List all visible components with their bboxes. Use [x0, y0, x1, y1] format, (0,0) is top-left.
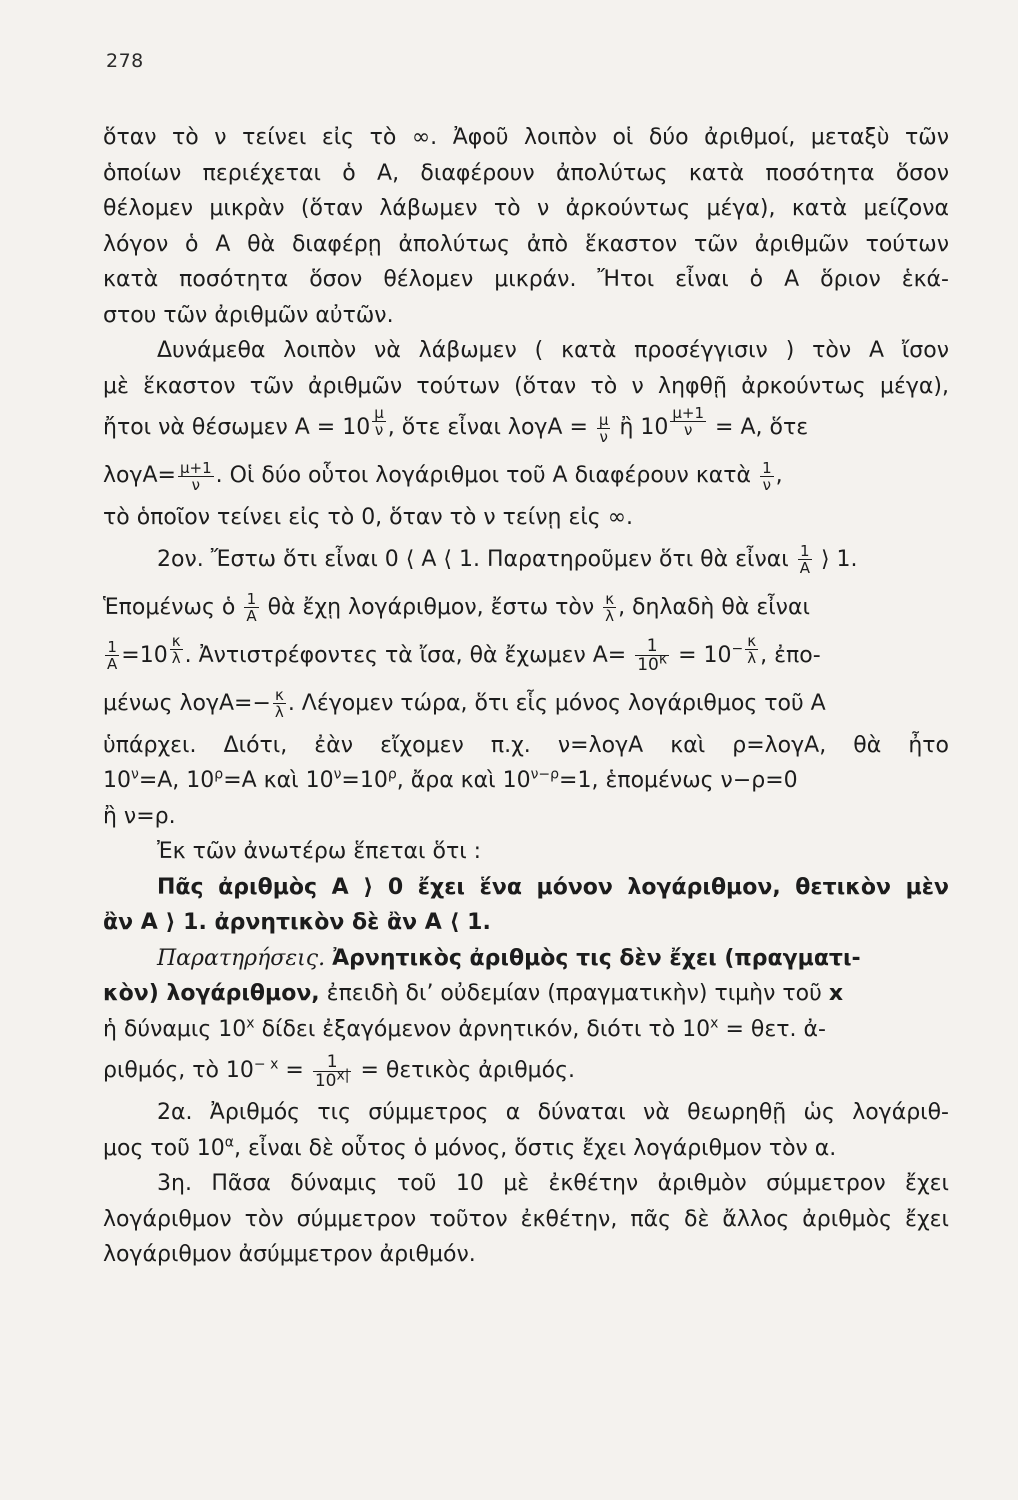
text-fragment: ἤτοι νὰ θέσωμεν Α = 10	[103, 415, 371, 440]
text-line: λογάριθμον ἀσύμμετρον ἀριθμόν.	[103, 1242, 476, 1267]
text-fragment: . Ἀντιστρέφοντες τὰ ἴσα, θὰ ἔχωμεν Α=	[184, 642, 627, 668]
text-line: 3η. Πᾶσα δύναμις τοῦ 10 μὲ ἐκθέτην ἀριθμὸν σύμμετρον ἔχει	[157, 1171, 949, 1196]
exponent-fraction: $\frac{\kappa}{\lambda}$	[747, 631, 757, 667]
fraction: $\frac{\kappa}{\lambda}$	[274, 686, 284, 721]
text-fragment: ἢ 10	[619, 415, 669, 440]
text-line: κὸν) λογάριθμον, ἐπειδὴ δι’ οὐδεμίαν (πραγματικὴν) τιμὴν τοῦ x	[103, 981, 844, 1006]
text-line: λογάριθμον τὸν σύμμετρον τοῦτον ἐκθέτην, πᾶς δὲ ἄλλος ἀριθμὸς ἔχει	[103, 1206, 949, 1232]
remarks-heading: Παρατηρήσεις.	[157, 945, 326, 971]
exponent-fraction: μ ν	[374, 404, 384, 440]
equation-line: λογΑ= $\frac{\mu+1}{\nu}$ . Οἱ δύο οὗτοι λογάριθμοι τοῦ Α διαφέρουν κατὰ $\frac{1}{\nu}$ ,	[103, 458, 783, 494]
text-fragment: . Οἱ δύο οὗτοι λογάριθμοι τοῦ Α διαφέρουν κατὰ	[215, 463, 752, 488]
fraction: $\frac{1}{A}$	[246, 590, 257, 625]
theorem-line: Πᾶς ἀριθμὸς Α ⟩ 0 ἔχει ἕνα μόνον λογάριθμον, θετικὸν μὲν	[157, 874, 949, 900]
text-fragment: =10	[121, 642, 168, 668]
text-line: ὅταν τὸ ν τείνει εἰς τὸ ∞. Ἀφοῦ λοιπὸν οἱ δύο ἀριθμοί, μεταξὺ τῶν	[103, 125, 949, 150]
text-line: Δυνάμεθα λοιπὸν νὰ λάβωμεν ( κατὰ προσέγγισιν ) τὸν Α ἴσον	[157, 338, 949, 363]
text-line: στου τῶν ἀριθμῶν αὐτῶν.	[103, 302, 394, 328]
equation-line: ἡ δύναμις 10$^x$ δίδει ἐξαγόμενον ἀρνητικόν, διότι τὸ 10$^x$ = θετ. ἀ-	[103, 1015, 826, 1042]
equation-line	[103, 536, 949, 584]
exponent-fraction: κ λ	[171, 631, 181, 667]
fraction: $\frac{\mu+1}{\nu}$	[179, 458, 212, 494]
text-fragment: = 10	[678, 642, 732, 668]
text-fragment: , ὅτε εἶναι λογΑ =	[387, 415, 588, 440]
text-line: μὲ ἕκαστον τῶν ἀριθμῶν τούτων (ὅταν τὸ ν ληφθῇ ἀρκούντως μέγα),	[103, 373, 949, 399]
text-line: Ἐκ τῶν ἀνωτέρω ἕπεται ὅτι :	[157, 839, 482, 864]
fraction: $\frac{1}{A}$	[799, 542, 810, 577]
text-fragment: θὰ ἔχῃ λογάριθμον, ἔστω τὸν	[267, 594, 595, 620]
fraction: $\frac{1}{A}$	[107, 638, 118, 673]
text-line: ὑπάρχει. Διότι, ἐὰν εἴχομεν π.χ. ν=λογΑ καὶ ρ=λογΑ, θὰ ἦτο	[103, 732, 949, 758]
equation-line: $10^\nu=A$, $10^\rho=A$ καὶ $10^\nu=10^\rho$, ἄρα καὶ $10^{\nu-\rho}=1$, ἑπομένως ν−ρ=0	[103, 766, 798, 793]
text-fragment: , δηλαδὴ θὰ εἶναι	[618, 594, 810, 620]
fraction: $\frac{1}{10^\kappa}$	[637, 636, 668, 675]
text-fragment: μένως λογΑ=−	[103, 690, 271, 716]
page-text	[103, 120, 949, 1273]
equation-line	[103, 584, 949, 632]
text-fragment: 2ον. Ἔστω ὅτι εἶναι 0 ⟨ Α ⟨ 1. Παρατηροῦμεν ὅτι θὰ εἶναι	[157, 546, 789, 572]
text-line: τὸ ὁποῖον τείνει εἰς τὸ 0, ὅταν τὸ ν τείνῃ εἰς ∞.	[103, 505, 634, 530]
text-line: ἢ ν=ρ.	[103, 803, 176, 829]
text-line: κατὰ ποσότητα ὅσον θέλομεν μικράν. Ἤτοι εἶναι ὁ Α ὅριον ἑκά-	[103, 267, 949, 292]
text-fragment: λογΑ=	[103, 463, 176, 488]
text-line: 2α. Ἀριθμός τις σύμμετρος α δύναται νὰ θεωρηθῇ ὡς λογάριθ-	[157, 1100, 949, 1125]
equation-line	[103, 404, 949, 452]
text-fragment: , ἐπο-	[760, 642, 821, 668]
text-fragment: Ἑπομένως ὁ	[103, 594, 236, 620]
text-fragment: ⟩ 1.	[820, 546, 858, 572]
text-line: ὁποίων περιέχεται ὁ Α, διαφέρουν ἀπολύτως κατὰ ποσότητα ὅσον	[103, 160, 949, 186]
text-line: θέλομεν μικρὰν (ὅταν λάβωμεν τὸ ν ἀρκούντως μέγα), κατὰ μείζονα	[103, 196, 949, 221]
equation-line: $\frac{1}{A}$ =10 $^{\frac{\kappa}{\lambda}}$ . Ἀντιστρέφοντες τὰ ἴσα, θὰ ἔχωμεν Α= $\frac{1}{10^\kappa}$ = $10^{- \frac{\kappa}{\lambda}}$ , ἐπο-	[107, 631, 821, 675]
fraction: $\frac{1}{\nu}$	[762, 458, 772, 494]
equation-line	[103, 680, 949, 728]
fraction: $\frac{\mu}{\nu}$	[598, 410, 609, 446]
theorem-line: ἂν Α ⟩ 1. ἀρνητικὸν δὲ ἂν Α ⟨ 1.	[103, 910, 491, 935]
fraction: $\frac{1}{10^{x|}}$	[314, 1051, 350, 1091]
equation-line: μος τοῦ $10^\alpha$, εἶναι δὲ οὗτος ὁ μόνος, ὅστις ἔχει λογάριθμον τὸν α.	[103, 1134, 837, 1161]
text-line: λόγον ὁ Α θὰ διαφέρῃ ἀπολύτως ἀπὸ ἕκαστον τῶν ἀριθμῶν τούτων	[103, 231, 949, 257]
equation-line: ριθμός, τὸ $10^{- x}$ = $\frac{1}{10^{x|}}$ = θετικὸς ἀριθμός.	[103, 1051, 576, 1091]
remarks-line: Παρατηρήσεις. Ἀρνητικὸς ἀριθμὸς τις δὲν ἔχει (πραγματι-	[157, 945, 861, 971]
fraction: $\frac{\kappa}{\lambda}$	[605, 590, 615, 625]
exponent-fraction: μ+1 ν	[672, 404, 705, 440]
text-fragment: . Λέγομεν τώρα, ὅτι εἷς μόνος λογάριθμος τοῦ Α	[287, 690, 826, 716]
text-fragment: = Α, ὅτε	[715, 415, 809, 440]
page-number: 278	[106, 50, 144, 72]
